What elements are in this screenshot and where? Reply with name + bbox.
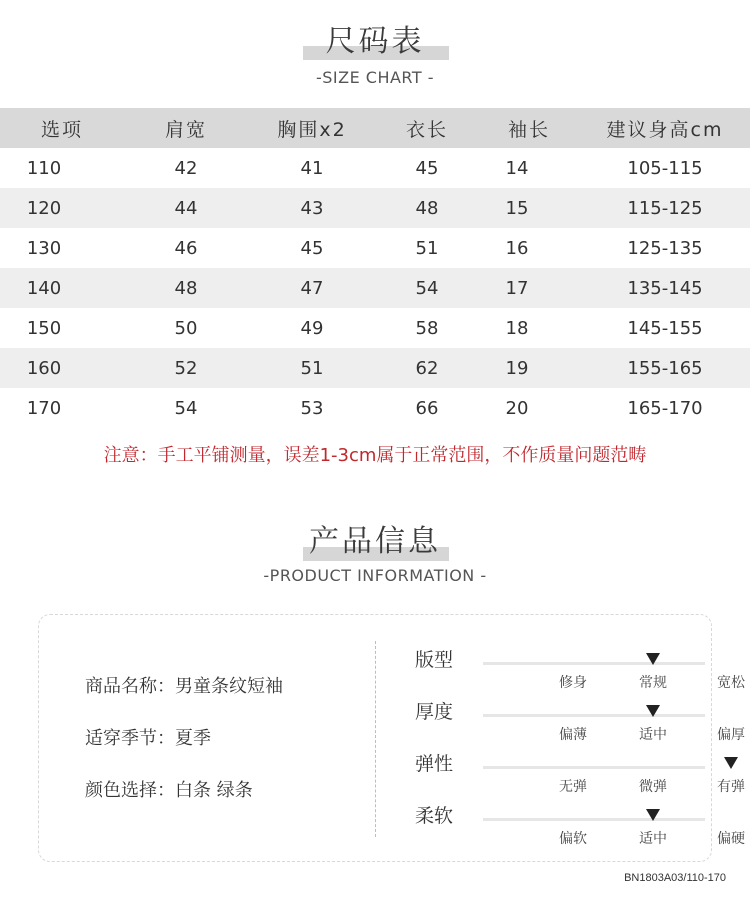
attribute-track xyxy=(483,662,705,665)
size-cell: 62 xyxy=(376,348,478,388)
size-cell: 135-145 xyxy=(580,268,750,308)
attribute-label: 厚度 xyxy=(415,701,454,723)
size-cell: 51 xyxy=(248,348,376,388)
attribute-option: 偏厚 xyxy=(717,727,745,743)
size-chart-title: 尺码表 xyxy=(325,24,425,59)
header-sleeve: 袖长 xyxy=(478,108,580,148)
size-row xyxy=(0,228,750,268)
size-chart-subtitle: -SIZE CHART - xyxy=(315,68,435,87)
info-divider xyxy=(375,641,376,837)
size-row xyxy=(0,268,750,308)
size-cell: 48 xyxy=(124,268,248,308)
attribute-option: 偏薄 xyxy=(559,727,587,743)
size-cell: 49 xyxy=(300,317,324,339)
attribute-option: 常规 xyxy=(639,675,667,691)
size-cell: 140 xyxy=(0,268,124,308)
attribute-track xyxy=(483,818,705,821)
size-cell: 41 xyxy=(300,157,324,179)
size-cell: 15 xyxy=(478,188,580,228)
size-row xyxy=(0,188,750,228)
product-info-fields xyxy=(85,675,283,831)
attribute-option: 修身 xyxy=(559,675,587,691)
attribute-marker-icon xyxy=(646,653,660,665)
size-cell: 43 xyxy=(248,188,376,228)
size-chart-heading xyxy=(0,22,750,62)
size-cell: 45 xyxy=(415,157,439,179)
size-row xyxy=(0,308,750,348)
size-cell: 51 xyxy=(415,237,439,259)
attribute-track xyxy=(483,714,705,717)
size-cell: 19 xyxy=(478,348,580,388)
attribute-option: 适中 xyxy=(639,831,667,847)
size-cell: 115-125 xyxy=(580,188,750,228)
size-cell: 120 xyxy=(0,188,124,228)
size-cell: 58 xyxy=(415,317,439,339)
size-row xyxy=(0,148,750,188)
size-cell: 20 xyxy=(505,397,529,419)
product-info-box xyxy=(38,614,745,862)
product-name-field: 商品名称：男童条纹短袖 xyxy=(85,676,283,697)
attribute-scale xyxy=(415,801,745,853)
size-cell: 47 xyxy=(248,268,376,308)
size-cell: 16 xyxy=(505,237,529,259)
attribute-marker-icon xyxy=(724,757,738,769)
size-cell: 44 xyxy=(124,188,248,228)
header-option: 选项 xyxy=(0,108,124,148)
header-length: 衣长 xyxy=(376,108,478,148)
size-cell: 18 xyxy=(505,317,529,339)
attribute-option: 偏硬 xyxy=(717,831,745,847)
attribute-option: 适中 xyxy=(639,727,667,743)
attribute-marker-icon xyxy=(646,705,660,717)
size-cell: 160 xyxy=(0,348,124,388)
size-cell: 145-155 xyxy=(627,317,703,339)
attribute-label: 弹性 xyxy=(415,753,454,775)
measurement-note: 注意：手工平铺测量，误差1-3cm属于正常范围，不作质量问题范畴 xyxy=(103,445,647,466)
size-table xyxy=(0,108,750,428)
product-info-subtitle: -PRODUCT INFORMATION - xyxy=(263,566,487,585)
size-cell: 125-135 xyxy=(627,237,703,259)
attribute-option: 微弹 xyxy=(639,779,667,795)
header-chest: 胸围x2 xyxy=(248,108,376,148)
size-cell: 45 xyxy=(300,237,324,259)
size-cell: 105-115 xyxy=(627,157,703,179)
size-cell: 130 xyxy=(26,237,62,259)
size-cell: 48 xyxy=(376,188,478,228)
product-info-heading xyxy=(0,522,750,562)
attribute-scale xyxy=(415,697,745,749)
attribute-label: 柔软 xyxy=(415,805,454,827)
attribute-option: 有弹 xyxy=(717,779,745,795)
size-row xyxy=(0,388,750,428)
size-cell: 14 xyxy=(505,157,529,179)
attribute-scale xyxy=(415,749,745,801)
size-cell: 54 xyxy=(376,268,478,308)
size-cell: 46 xyxy=(174,237,198,259)
size-cell: 155-165 xyxy=(580,348,750,388)
size-table-header-row xyxy=(0,108,750,148)
season-field: 适穿季节：夏季 xyxy=(85,728,211,749)
size-cell: 17 xyxy=(478,268,580,308)
size-cell: 54 xyxy=(174,397,198,419)
attribute-option: 无弹 xyxy=(559,779,587,795)
size-cell: 50 xyxy=(174,317,198,339)
attribute-scale xyxy=(415,645,745,697)
attribute-marker-icon xyxy=(646,809,660,821)
header-height: 建议身高cm xyxy=(580,108,750,148)
attribute-option: 宽松 xyxy=(717,675,745,691)
size-cell: 42 xyxy=(174,157,198,179)
size-cell: 66 xyxy=(415,397,439,419)
attribute-track xyxy=(483,766,705,769)
size-cell: 52 xyxy=(124,348,248,388)
attribute-label: 版型 xyxy=(415,649,454,671)
size-cell: 170 xyxy=(26,397,62,419)
header-shoulder: 肩宽 xyxy=(124,108,248,148)
size-cell: 150 xyxy=(26,317,62,339)
product-info-title: 产品信息 xyxy=(309,524,441,559)
size-cell: 165-170 xyxy=(627,397,703,419)
size-cell: 110 xyxy=(26,157,62,179)
size-cell: 53 xyxy=(300,397,324,419)
attribute-option: 偏软 xyxy=(559,831,587,847)
product-code: BN1803A03/110-170 xyxy=(624,872,726,884)
size-row xyxy=(0,348,750,388)
color-field: 颜色选择：白条 绿条 xyxy=(85,780,253,801)
